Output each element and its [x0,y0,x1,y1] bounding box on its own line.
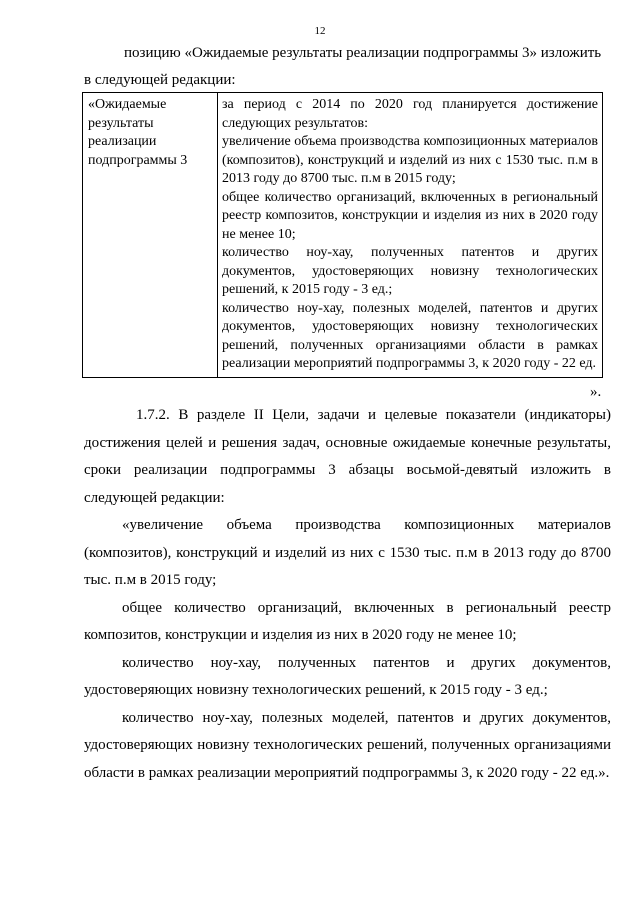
table-cell-results [218,93,603,378]
paragraph: количество ноу-хау, полученных патентов и других документов, удостоверяющих новизну технологических решений, к 2015 году - 3 ед.; [84,654,611,698]
table-closing-quote: ». [590,384,602,400]
intro-line-1: позицию «Ожидаемые результаты реализации подпрограммы 3» изложить [124,45,602,61]
result-line: общее количество организаций, включенных в региональный реестр композитов, конструкции и изделия из них в 2020 году не менее 10; [222,189,598,242]
result-line: за период с 2014 по 2020 год планируется достижение следующих результатов: [222,97,598,131]
table-row [83,93,603,378]
paragraph: общее количество организаций, включенных в региональный реестр композитов, конструкции и изделия из них в 2020 году не менее 10; [84,599,611,643]
table-cell-label: «Ожидаемые результаты реализации подпрограммы 3 [83,93,218,378]
paragraph: «увеличение объема производства композиционных материалов (композитов), конструкций и изделий из них с 1530 тыс. п.м в 2013 году до 8700 тыс. п.м в 2015 году; [84,517,611,588]
paragraph: количество ноу-хау, полезных моделей, патентов и других документов, удостоверяющих новизну технологических решений, полученных организациями области в рамках реализации мероприятий подпрограммы 3, к 2020 году - 22 ед.». [84,709,611,781]
intro-line-2: в следующей редакции: [84,72,236,88]
result-line: количество ноу-хау, полезных моделей, патентов и других документов, удостоверяющих новизну технологических решений, полученных организациями области в рамках реализации мероприятий подпрограммы 3, к 2020 году - 22 ед. [222,300,598,371]
result-line: увеличение объема производства композиционных материалов (композитов), конструкций и изделий из них с 1530 тыс. п.м в 2013 году до 8700 тыс. п.м в 2015 году; [222,134,598,186]
paragraph: 1.7.2. В разделе II Цели, задачи и целевые показатели (индикаторы) достижения целей и решения задач, основные ожидаемые конечные результаты, сроки реализации подпрограммы 3 абзацы восьмой-девятый изложить в следующей редакции: [84,407,611,506]
page-number: 12 [314,25,326,37]
body-text [84,402,611,787]
results-table [82,92,603,378]
result-line: количество ноу-хау, полученных патентов и других документов, удостоверяющих новизну технологических решений, к 2015 году - 3 ед.; [222,245,598,297]
intro-paragraph [84,40,614,94]
